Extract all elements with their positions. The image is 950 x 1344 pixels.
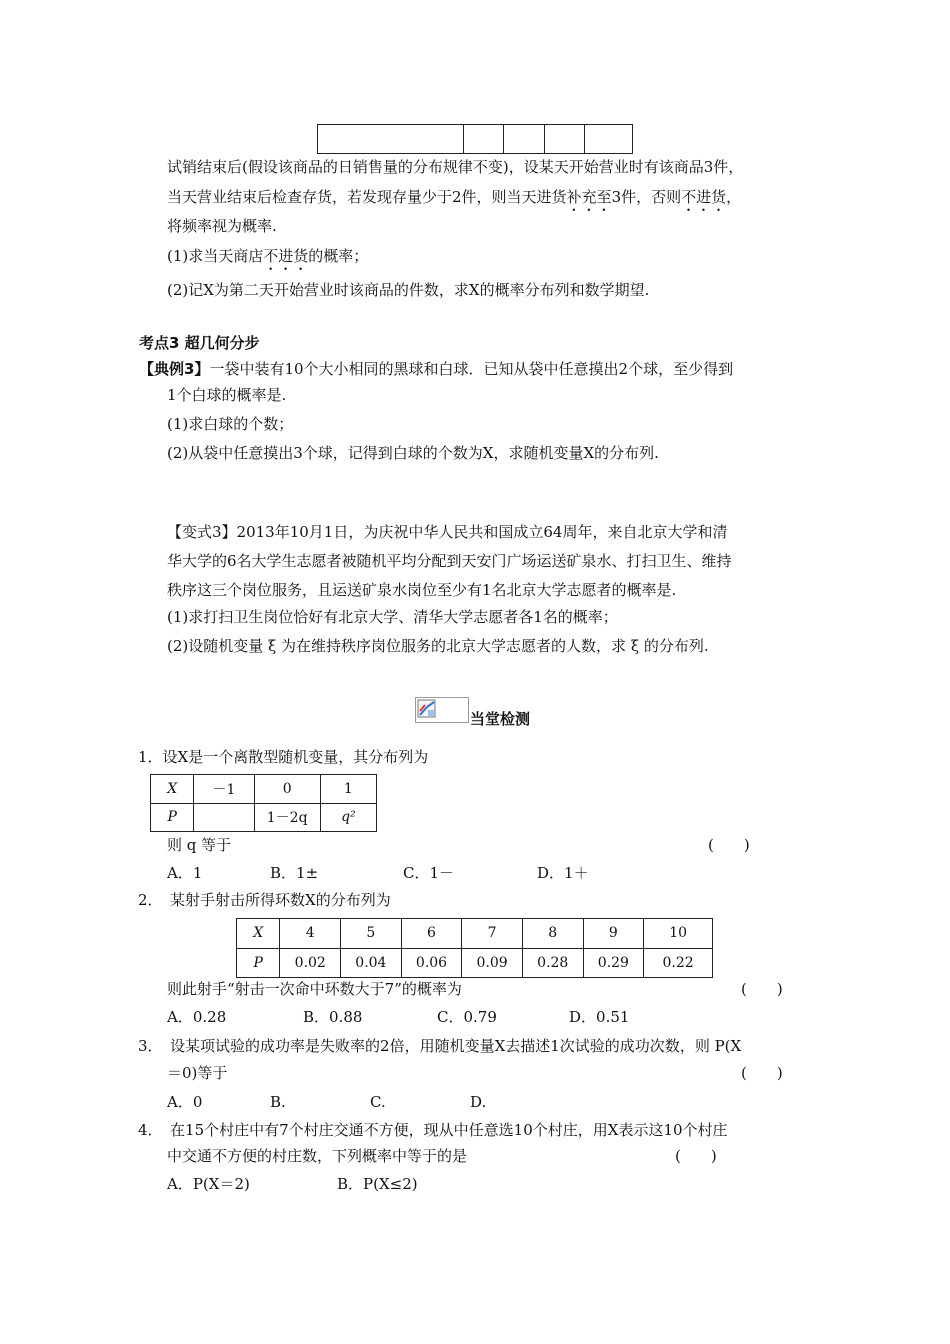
top-table-cell (544, 125, 584, 154)
answer-paren: ( ) (741, 980, 783, 998)
text-line: 试销结束后(假设该商品的日销售量的分布规律不变)，设某天开始营业时有该商品3件， (167, 158, 744, 176)
broken-image-icon (415, 697, 469, 723)
variant-line: 华大学的6名大学生志愿者被随机平均分配到天安门广场运送矿泉水、打扫卫生、维持 (167, 552, 732, 570)
question-2: (2)记X为第二天开始营业时该商品的件数，求X的概率分布列和数学期望. (167, 281, 650, 299)
option: B．P(X≤2) (337, 1175, 418, 1193)
variant-line (167, 522, 727, 542)
table-cell: X (237, 919, 280, 949)
section-title: 考点3 超几何分步 (139, 334, 260, 352)
text-segment: 当天营业结束后检查存货，若发现存量少于2件，则当天进货 (167, 188, 567, 206)
option: D．1＋ (537, 864, 589, 882)
text-segment: ， (726, 188, 742, 206)
top-table (317, 124, 633, 154)
table-cell: 4 (280, 919, 341, 949)
option: C．0.79 (437, 1008, 497, 1026)
table-cell: P (151, 803, 194, 832)
check-title: 当堂检测 (470, 710, 531, 728)
option: A．0 (167, 1093, 203, 1111)
text-segment: 3件，否则 (611, 188, 682, 206)
example-line: 1个白球的概率是. (167, 386, 287, 404)
example-question: (2)从袋中任意摸出3个球，记得到白球的个数为X，求随机变量X的分布列. (167, 444, 659, 462)
variant-question: (1)求打扫卫生岗位恰好有北京大学、清华大学志愿者各1名的概率； (167, 608, 618, 626)
table-cell: 7 (462, 919, 523, 949)
text-segment: (1)求当天商店 (167, 247, 264, 265)
answer-paren: ( ) (708, 836, 750, 854)
option: A．0.28 (167, 1008, 227, 1026)
text-segment: 一袋中装有10个大小相同的黑球和白球．已知从袋中任意摸出2个球，至少得到 (209, 360, 734, 378)
q2-table (236, 918, 713, 978)
example-line (139, 359, 733, 379)
variant-tag: 【变式3】 (167, 523, 237, 541)
table-cell: 0.29 (583, 948, 644, 978)
example-question: (1)求白球的个数； (167, 415, 294, 433)
variant-question: (2)设随机变量 ξ 为在维持秩序岗位服务的北京大学志愿者的人数，求 ξ 的分布列. (167, 637, 709, 655)
table-cell: 5 (341, 919, 402, 949)
top-table-cell (504, 125, 544, 154)
table-cell: 1 (320, 775, 376, 804)
top-table-cell (318, 125, 464, 154)
table-cell: 9 (583, 919, 644, 949)
table-cell: 0 (254, 775, 320, 804)
answer-paren: ( ) (741, 1064, 783, 1082)
example-tag: 【典例3】 (139, 360, 210, 378)
text-segment: 2013年10月1日，为庆祝中华人民共和国成立64周年，来自北京大学和清 (236, 523, 728, 541)
table-cell: 0.28 (522, 948, 583, 978)
q1-tail: 则 q 等于 (167, 836, 232, 854)
text-segment: 的概率； (308, 247, 369, 265)
table-cell: 10 (644, 919, 713, 949)
option: D．0.51 (569, 1008, 630, 1026)
emphasis-text: 不进货 (681, 188, 727, 206)
answer-paren: ( ) (675, 1147, 717, 1165)
question-1 (167, 246, 368, 274)
option: D. (470, 1093, 487, 1111)
text-line: 将频率视为概率. (167, 217, 277, 235)
table-cell: 0.06 (401, 948, 462, 978)
emphasis-text: 补充至 (566, 188, 612, 206)
q4-line: 4． 在15个村庄中有7个村庄交通不方便，现从中任意选10个村庄，用X表示这10个村庄 (138, 1121, 728, 1139)
table-cell (194, 803, 254, 832)
table-cell: 1－2q (254, 803, 320, 832)
q1-stem: 1．设X是一个离散型随机变量，其分布列为 (138, 748, 429, 766)
table-cell: 0.09 (462, 948, 523, 978)
q3-line: ＝0)等于 (167, 1064, 228, 1082)
table-cell: 0.04 (341, 948, 402, 978)
q2-stem: 2． 某射手射击所得环数X的分布列为 (138, 891, 391, 909)
option: B. (270, 1093, 286, 1111)
emphasis-text: 不进货 (263, 247, 309, 265)
table-cell: q² (320, 803, 376, 832)
q2-tail: 则此射手“射击一次命中环数大于7”的概率为 (167, 980, 462, 998)
table-cell: X (151, 775, 194, 804)
q4-line: 中交通不方便的村庄数，下列概率中等于的是 (167, 1147, 468, 1165)
option: A．1 (167, 864, 203, 882)
table-cell: 0.02 (280, 948, 341, 978)
text-line (167, 187, 741, 215)
table-cell: 6 (401, 919, 462, 949)
top-table-cell (584, 125, 632, 154)
option: B．0.88 (303, 1008, 363, 1026)
option: C．1－ (403, 864, 455, 882)
table-cell: 0.22 (644, 948, 713, 978)
top-table-cell (464, 125, 504, 154)
q3-line: 3． 设某项试验的成功率是失败率的2倍，用随机变量X去描述1次试验的成功次数，则 P(X (138, 1037, 742, 1055)
table-cell: P (237, 948, 280, 978)
table-cell: －1 (194, 775, 254, 804)
option: A．P(X＝2) (167, 1175, 250, 1193)
q1-table (150, 774, 377, 832)
table-cell: 8 (522, 919, 583, 949)
variant-line: 秩序这三个岗位服务，且运送矿泉水岗位至少有1名北京大学志愿者的概率是. (167, 581, 677, 599)
option: C. (370, 1093, 386, 1111)
option: B．1± (270, 864, 319, 882)
